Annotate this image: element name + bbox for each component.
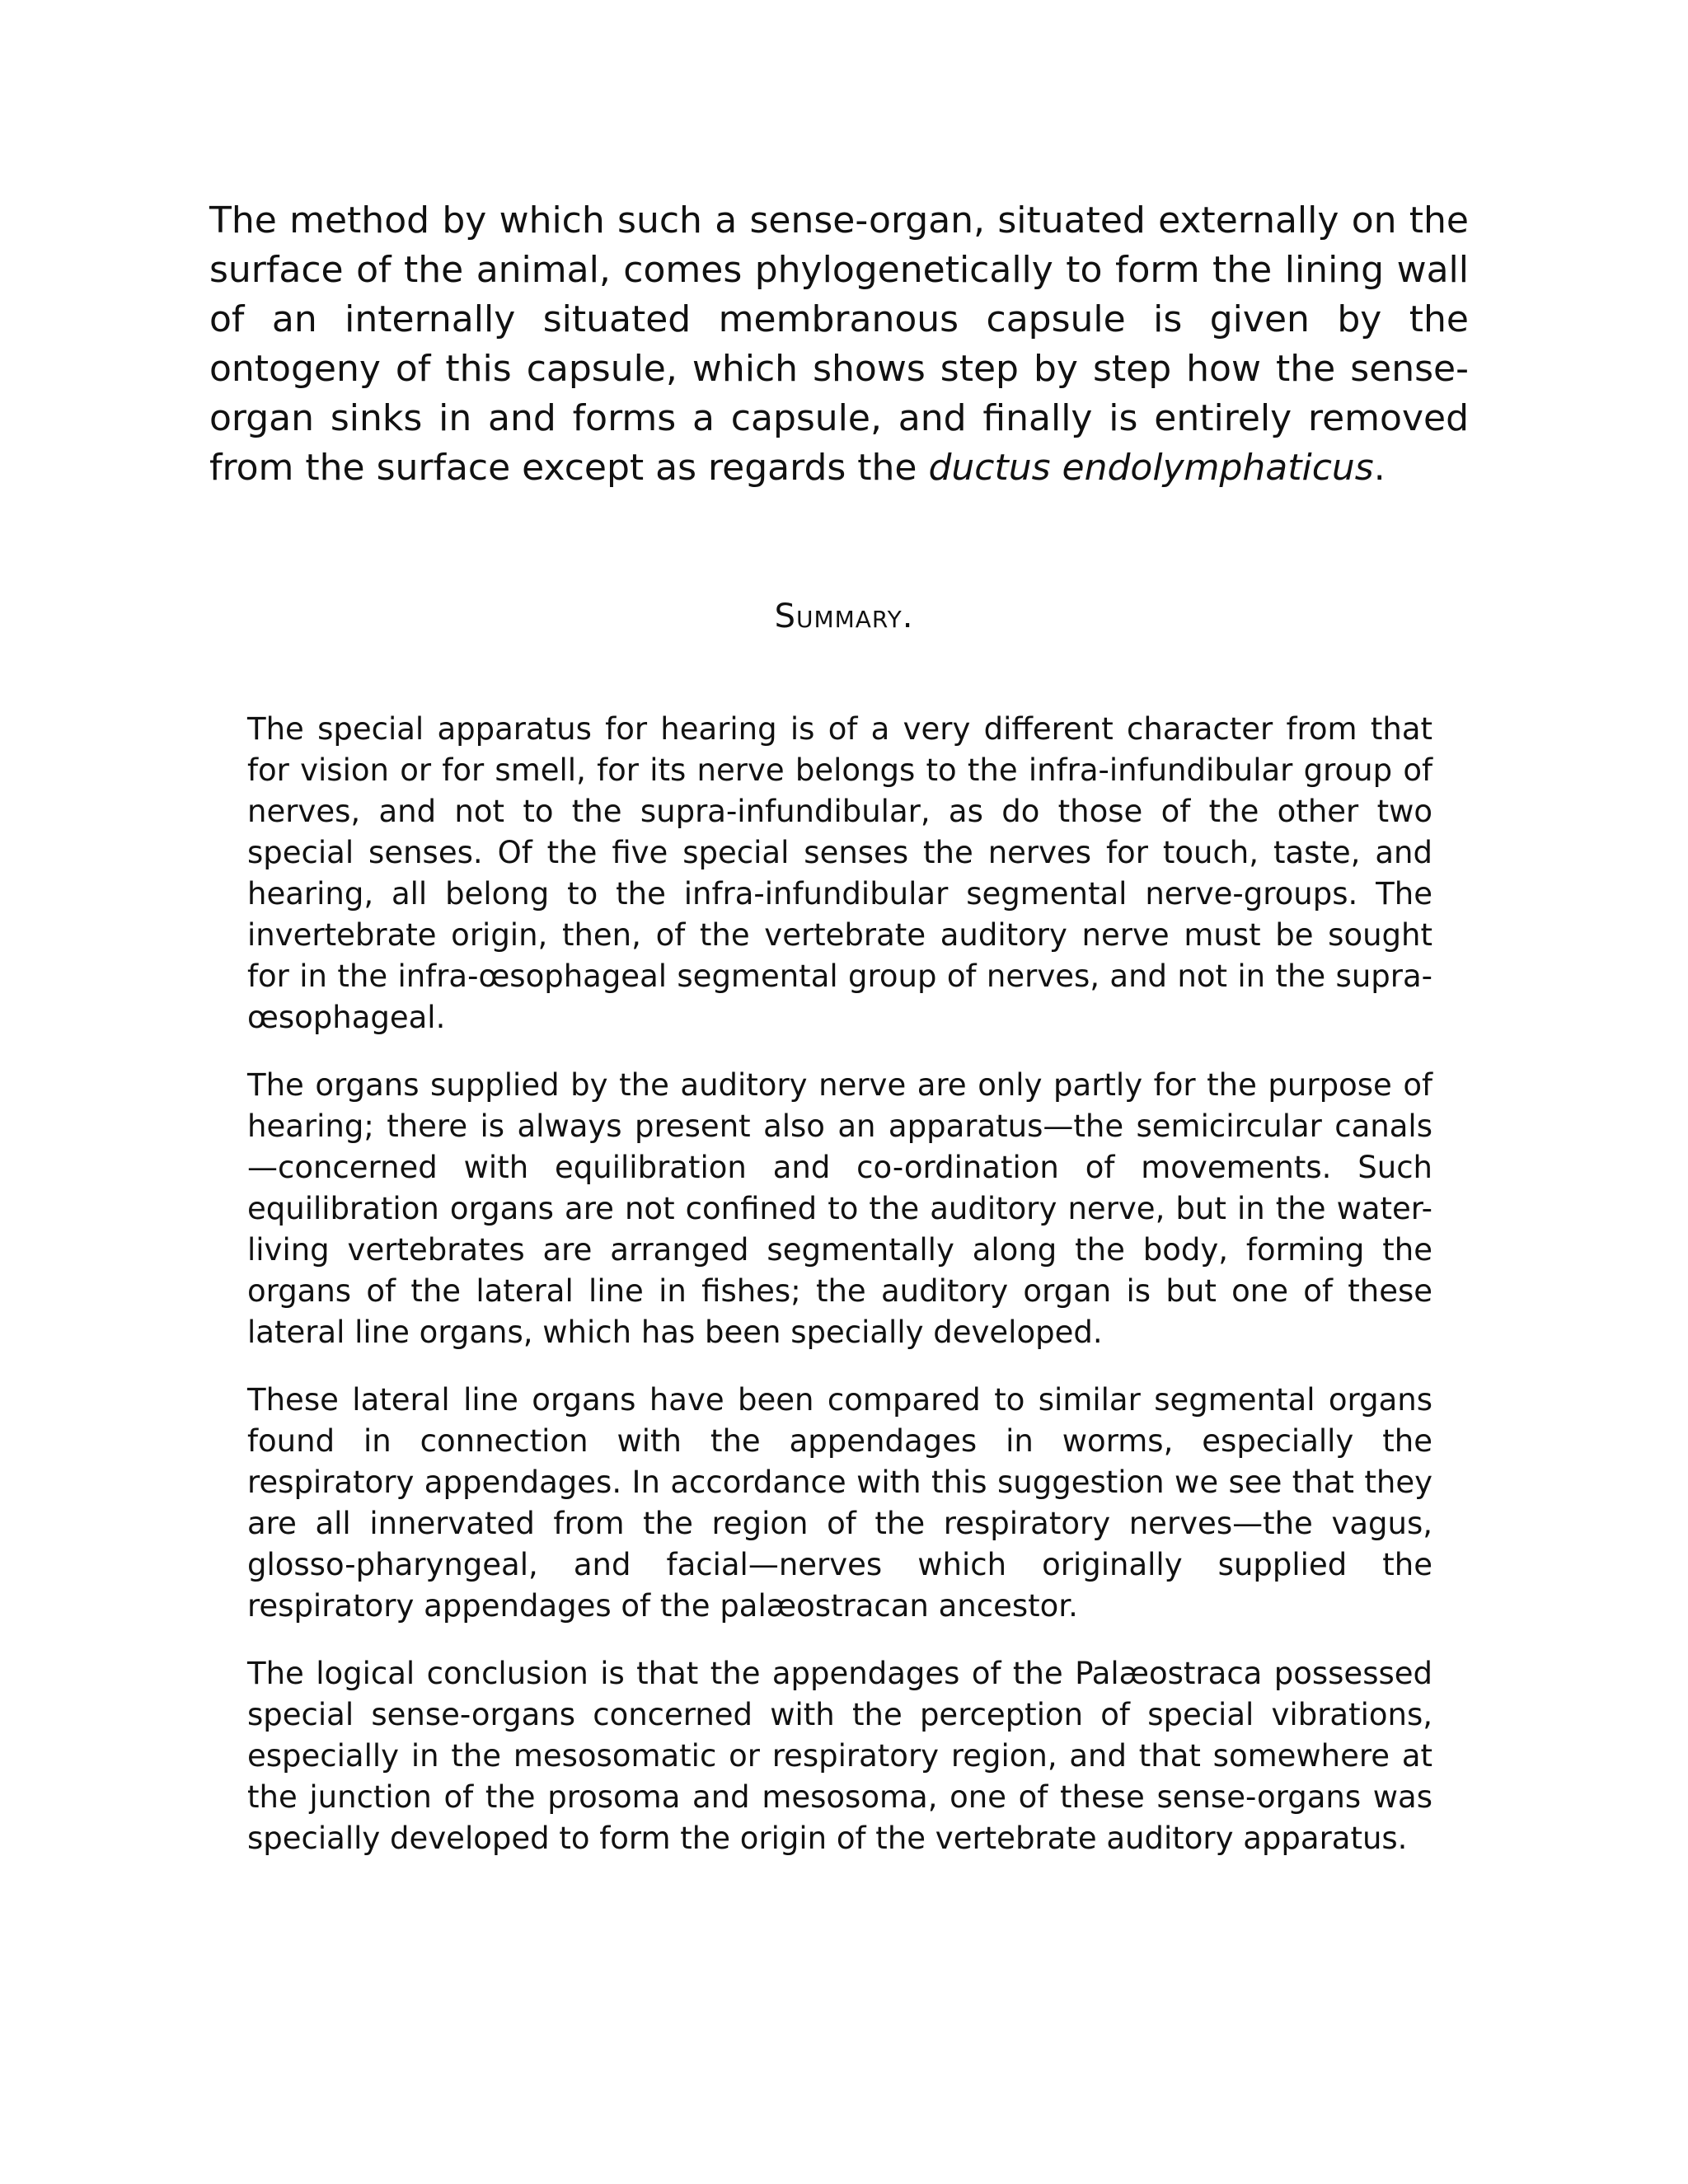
summary-paragraph-3: These lateral line organs have been compared to similar segmental organs found in connection with the appendages in worms, especially the respiratory appendages. In accordance with this suggestion we see that they are all innervated from the region of the respiratory nerves—the vagus, glosso-pharyngeal, and facial—nerves which originally supplied the respiratory appendages of the palæostracan ancestor. [247, 1382, 1432, 1624]
summary-paragraph-1: The special apparatus for hearing is of a very different character from that for vision or for smell, for its nerve belongs to the infra-infundibular group of nerves, and not to the supra-infundibular, as do those of the other two special senses. Of the five special senses the nerves for touch, taste, and hearing, all belong to the infra-infundibular segmental nerve-groups. The invertebrate origin, then, of the vertebrate auditory nerve must be sought for in the infra-œsophageal segmental group of nerves, and not in the supra-œsophageal. [247, 711, 1432, 1035]
intro-italic-term: ductus endolymphaticus [928, 447, 1374, 489]
summary-paragraph-2: The organs supplied by the auditory nerve are only partly for the purpose of hearing; there is always present also an apparatus—the semicircular canals—concerned with equilibration and co-ordination of movements. Such equilibration organs are not confined to the auditory nerve, but in the water-living vertebrates are arranged segmentally along the body, forming the organs of the lateral line in fishes; the auditory organ is but one of these lateral line organs, which has been specially developed. [247, 1067, 1432, 1350]
intro-text-end: . [1373, 447, 1386, 489]
intro-paragraph [209, 196, 1469, 493]
summary-section [247, 709, 1432, 1886]
summary-paragraph-4: The logical conclusion is that the appendages of the Palæostraca possessed special sense-organs concerned with the perception of special vibrations, especially in the mesosomatic or respiratory region, and that somewhere at the junction of the prosoma and mesosoma, one of these sense-organs was specially developed to form the origin of the vertebrate auditory apparatus. [247, 1656, 1432, 1856]
summary-heading: Summary. [774, 598, 914, 635]
intro-text: The method by which such a sense-organ, situated externally on the surface of the animal, comes phylogenetically to form the lining wall of an internally situated membranous capsule is given by the ontogeny of this capsule, which shows step by step how the sense-organ sinks in and forms a capsule, and finally is entirely removed from the surface except as regards the [209, 199, 1469, 489]
